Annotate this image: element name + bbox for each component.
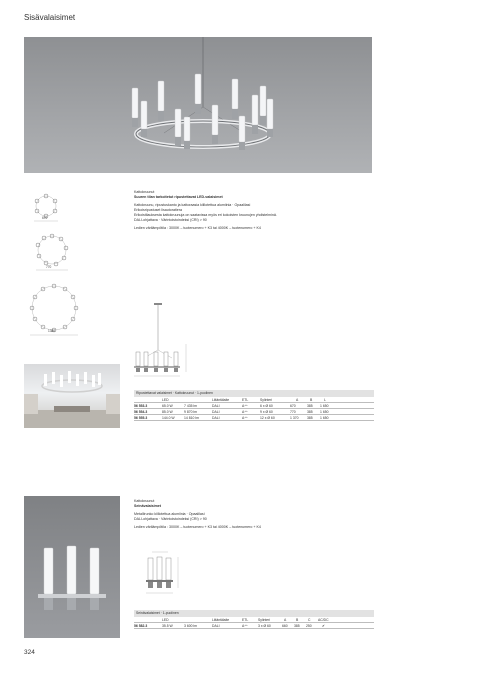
checkmark-icon: ✔: [322, 624, 325, 628]
product1-table: [134, 390, 374, 421]
product1-category: Kattokruunut: [134, 190, 155, 194]
column-header: B: [296, 618, 299, 622]
cell-l: 1 650: [320, 404, 329, 408]
cell-control: DALI: [212, 410, 220, 414]
dimension-drawing-svg: [134, 300, 204, 380]
product1-description: [134, 190, 374, 231]
cell-a: 670: [290, 404, 296, 408]
cell-watt: 35.5 W: [162, 624, 173, 628]
table-row: [134, 415, 374, 421]
product2-desc-line: Metallirunko kiillotettua alumiinia · Opaalilasi: [134, 512, 205, 516]
section-title: Sisävalaisimet: [24, 13, 76, 22]
product2-description: [134, 499, 374, 530]
column-header: C: [308, 618, 311, 622]
product2-table: [134, 610, 374, 629]
cell-control: DALI: [212, 404, 220, 408]
room-photo-illustration: [24, 364, 120, 428]
product-code: 56 554.3: [134, 410, 148, 414]
cell-etl: A⁺⁺: [242, 404, 248, 408]
product-code: 56 553.3: [134, 404, 148, 408]
cell-control: DALI: [212, 416, 220, 420]
cell-cylinder: 3 x Ø 60: [258, 624, 271, 628]
cell-etl: A⁺⁺: [242, 410, 248, 414]
product2-category: Kattokruunut: [134, 499, 155, 503]
cell-b: 385: [294, 624, 300, 628]
product1-title: Suuren tilan tarkoitetut ripustettavat LED-valaisimet: [134, 195, 223, 199]
column-header: ETL: [242, 618, 249, 622]
table-row: [134, 623, 374, 629]
cell-lumen: 3 600 lm: [184, 624, 198, 628]
cell-lumen: 7 435 lm: [184, 404, 198, 408]
product1-desc-line: Kattokruunu, ripustuskanto ja kattoraasia kiillotettua alumiinia · Opaalilasi: [134, 203, 251, 207]
column-header: Liitäntälaite: [212, 398, 230, 402]
diameter-label-2: 770: [46, 265, 52, 269]
cell-watt: 65.0 W: [162, 404, 173, 408]
cell-a: 1 370: [290, 416, 299, 420]
column-header: LED: [162, 398, 169, 402]
ring-diagram-svg: [28, 188, 108, 348]
cell-control: DALI: [212, 624, 220, 628]
column-header: A: [296, 398, 299, 402]
table-title: Seinävalaisimet · 1-puolinen: [136, 611, 179, 615]
column-header: ETL: [242, 398, 249, 402]
cell-b: 385: [307, 410, 313, 414]
table-title: Ripustettavat valaisimet · Kattokruunut · 1-puolinen: [136, 391, 213, 395]
column-header: Sylinteri: [258, 618, 271, 622]
product1-desc-line: Erikoistilauksesta kattokruunuja on saatavissa myös eri kokoisten kruunujen yhdistelminä.: [134, 213, 277, 217]
table-title-bar: [134, 610, 374, 617]
wall-luminaire-illustration: [24, 496, 120, 638]
product2-title: Seinävalaisimet: [134, 504, 161, 508]
cell-l: 1 650: [320, 410, 329, 414]
cell-watt: 144.0 W: [162, 416, 175, 420]
diameter-label-1: 670: [42, 216, 48, 220]
product2-color-temp: Ledien värilämpötila : 3000K – tuotenumero + K3 tai 4000K – tuotenumero + K4: [134, 525, 261, 529]
cell-etl: A⁺⁺: [242, 416, 248, 420]
ring-diagrams: [28, 188, 108, 348]
product2-desc-line: DALI-ohjattava · Värintoistoindeksi (CRI) > 90: [134, 517, 207, 521]
column-header: Liitäntälaite: [212, 618, 230, 622]
product-code: 56 582.3: [134, 624, 148, 628]
wall-dimension-svg: [134, 548, 194, 598]
column-header: A: [284, 618, 287, 622]
column-header: B: [310, 398, 313, 402]
room-photo: [24, 364, 120, 428]
column-header: LED: [162, 618, 169, 622]
cell-lumen: 9 870 lm: [184, 410, 198, 414]
chandelier-illustration: [24, 37, 372, 173]
product1-dimension-drawing: [134, 300, 204, 380]
cell-a: 770: [290, 410, 296, 414]
column-header: Sylinteri: [260, 398, 273, 402]
cell-lumen: 14 810 lm: [184, 416, 199, 420]
cell-b: 385: [307, 416, 313, 420]
product1-color-temp: Ledien värilämpötila : 3000K – tuotenumero + K3 tai 4000K – tuotenumero + K4: [134, 226, 261, 230]
cell-cylinder: 9 x Ø 60: [260, 410, 273, 414]
cell-a: 660: [282, 624, 288, 628]
cell-c: 250: [306, 624, 312, 628]
page-number: 324: [24, 649, 35, 656]
column-header: AC/DC: [318, 618, 329, 622]
chandelier-photo: [24, 37, 372, 173]
cell-watt: 85.0 W: [162, 410, 173, 414]
cell-etl: A⁺⁺: [242, 624, 248, 628]
cell-cylinder: 6 x Ø 60: [260, 404, 273, 408]
cell-cylinder: 12 x Ø 60: [260, 416, 275, 420]
wall-luminaire-photo: [24, 496, 120, 638]
diameter-label-3: 1380: [48, 329, 56, 333]
cell-b: 385: [307, 404, 313, 408]
product2-dimension-drawing: [134, 548, 194, 598]
column-header: L: [324, 398, 326, 402]
product1-desc-line: Erikoisripustuset lisautoratiera: [134, 208, 182, 212]
cell-l: 1 650: [320, 416, 329, 420]
table-title-bar: [134, 390, 374, 397]
product1-desc-line: DALI-ohjattava · Värintoistoindeksi (CRI) > 90: [134, 218, 207, 222]
product-code: 56 555.3: [134, 416, 148, 420]
